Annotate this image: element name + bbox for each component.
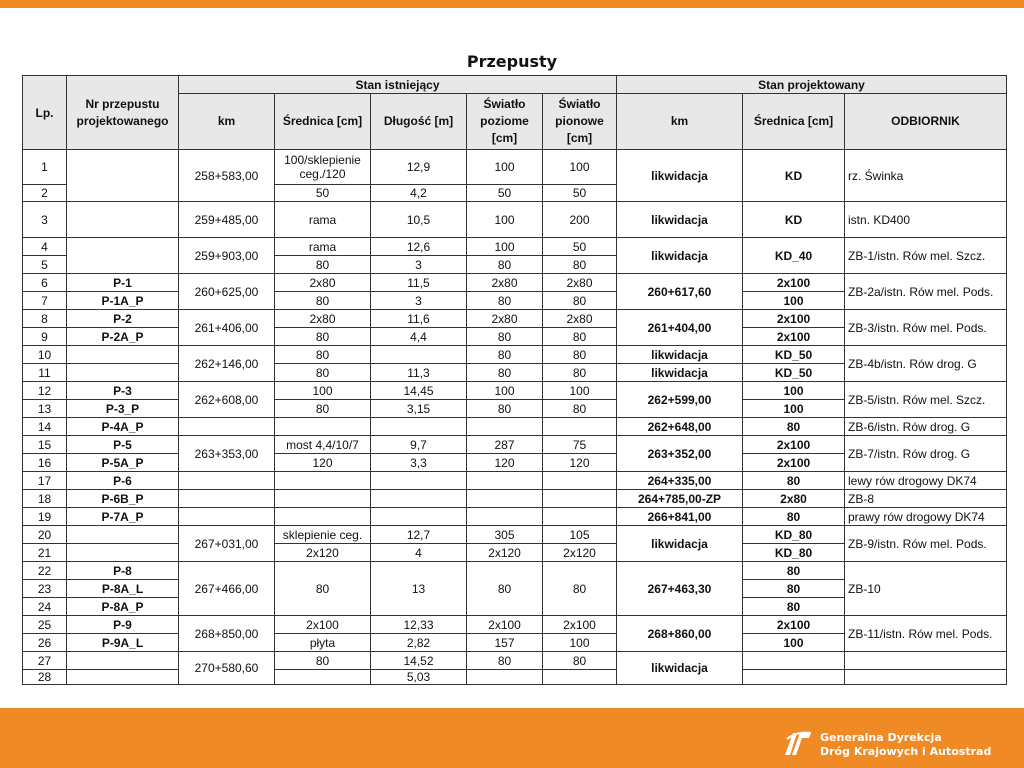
cell-km: 260+625,00 [179, 274, 275, 310]
cell-swiatlo-pionowe: 100 [543, 634, 617, 652]
cell-nr: P-6B_P [67, 490, 179, 508]
table-row [23, 150, 1007, 185]
cell-swiatlo-poziome: 100 [467, 238, 543, 256]
cell-swiatlo-poziome: 2x80 [467, 274, 543, 292]
header-srednica: Średnica [cm] [275, 94, 371, 150]
cell-odbiornik: ZB-5/istn. Rów mel. Szcz. [845, 382, 1007, 418]
table-row [23, 652, 1007, 670]
cell-srednica: 80 [275, 328, 371, 346]
cell-dlugosc: 12,33 [371, 616, 467, 634]
cell-swiatlo-pionowe: 120 [543, 454, 617, 472]
cell-odbiornik: rz. Świnka [845, 150, 1007, 202]
cell-nr [67, 544, 179, 562]
cell-nr: P-8 [67, 562, 179, 580]
cell-dlugosc: 11,3 [371, 364, 467, 382]
cell-nr: P-3 [67, 382, 179, 400]
cell-lp: 24 [23, 598, 67, 616]
cell-dlugosc: 4,4 [371, 328, 467, 346]
cell-srednica: most 4,4/10/7 [275, 436, 371, 454]
cell-odbiornik: prawy rów drogowy DK74 [845, 508, 1007, 526]
table-row [23, 508, 1007, 526]
cell-nr: P-5A_P [67, 454, 179, 472]
cell-km [179, 490, 275, 508]
cell-srednica: sklepienie ceg. [275, 526, 371, 544]
table-row [23, 382, 1007, 400]
header-srednica-proj: Średnica [cm] [743, 94, 845, 150]
cell-dlugosc: 3 [371, 256, 467, 274]
cell-odbiornik: lewy rów drogowy DK74 [845, 472, 1007, 490]
cell-nr [67, 670, 179, 685]
cell-srednica: 2x100 [275, 616, 371, 634]
cell-srednica [275, 472, 371, 490]
cell-dlugosc: 12,9 [371, 150, 467, 185]
cell-srednica: 2x120 [275, 544, 371, 562]
cell-srednica-proj: 100 [743, 634, 845, 652]
cell-lp: 21 [23, 544, 67, 562]
cell-swiatlo-poziome: 305 [467, 526, 543, 544]
cell-nr: P-8A_L [67, 580, 179, 598]
cell-lp: 4 [23, 238, 67, 256]
cell-srednica: 120 [275, 454, 371, 472]
cell-swiatlo-poziome: 157 [467, 634, 543, 652]
header-lp: Lp. [23, 76, 67, 150]
header-swiatlo-poziome: Światło poziome [cm] [467, 94, 543, 150]
cell-nr: P-9A_L [67, 634, 179, 652]
cell-swiatlo-poziome: 80 [467, 562, 543, 616]
cell-nr [67, 238, 179, 274]
cell-srednica-proj: 100 [743, 400, 845, 418]
table-row [23, 202, 1007, 238]
cell-lp: 19 [23, 508, 67, 526]
cell-nr: P-1 [67, 274, 179, 292]
cell-srednica-proj: 80 [743, 598, 845, 616]
cell-km [179, 508, 275, 526]
cell-nr: P-7A_P [67, 508, 179, 526]
cell-km: 262+146,00 [179, 346, 275, 382]
cell-km: 267+466,00 [179, 562, 275, 616]
cell-dlugosc: 11,6 [371, 310, 467, 328]
cell-swiatlo-poziome: 80 [467, 364, 543, 382]
footer-brand [820, 731, 991, 759]
table-row [23, 616, 1007, 634]
cell-km-proj: 262+648,00 [617, 418, 743, 436]
cell-swiatlo-poziome [467, 472, 543, 490]
cell-odbiornik: ZB-11/istn. Rów mel. Pods. [845, 616, 1007, 652]
cell-swiatlo-pionowe: 2x80 [543, 274, 617, 292]
cell-swiatlo-pionowe: 100 [543, 382, 617, 400]
cell-srednica: 2x80 [275, 310, 371, 328]
cell-srednica [275, 418, 371, 436]
cell-swiatlo-poziome: 2x120 [467, 544, 543, 562]
cell-dlugosc [371, 490, 467, 508]
cell-srednica-proj: KD_80 [743, 526, 845, 544]
cell-dlugosc [371, 418, 467, 436]
cell-odbiornik: ZB-10 [845, 562, 1007, 616]
cell-srednica: 80 [275, 346, 371, 364]
cell-lp: 18 [23, 490, 67, 508]
cell-odbiornik: ZB-7/istn. Rów drog. G [845, 436, 1007, 472]
cell-srednica: 50 [275, 185, 371, 202]
cell-km: 263+353,00 [179, 436, 275, 472]
cell-swiatlo-poziome: 100 [467, 150, 543, 185]
cell-dlugosc: 12,7 [371, 526, 467, 544]
cell-odbiornik: istn. KD400 [845, 202, 1007, 238]
cell-lp: 5 [23, 256, 67, 274]
cell-swiatlo-poziome [467, 490, 543, 508]
cell-swiatlo-pionowe: 50 [543, 238, 617, 256]
cell-lp: 2 [23, 185, 67, 202]
cell-km: 259+485,00 [179, 202, 275, 238]
cell-lp: 28 [23, 670, 67, 685]
header-row-1 [23, 76, 1007, 94]
cell-lp: 1 [23, 150, 67, 185]
cell-swiatlo-pionowe [543, 508, 617, 526]
cell-km-proj: likwidacja [617, 238, 743, 274]
cell-km-proj: 268+860,00 [617, 616, 743, 652]
cell-km-proj: 260+617,60 [617, 274, 743, 310]
cell-swiatlo-pionowe [543, 472, 617, 490]
cell-odbiornik: ZB-8 [845, 490, 1007, 508]
cell-km-proj: likwidacja [617, 526, 743, 562]
header-odbiornik: ODBIORNIK [845, 94, 1007, 150]
cell-km-proj: likwidacja [617, 652, 743, 685]
cell-km [179, 472, 275, 490]
cell-swiatlo-poziome [467, 508, 543, 526]
cell-km-proj: likwidacja [617, 150, 743, 202]
cell-swiatlo-pionowe: 80 [543, 562, 617, 616]
cell-nr: P-8A_P [67, 598, 179, 616]
cell-srednica [275, 508, 371, 526]
cell-km-proj: 267+463,30 [617, 562, 743, 616]
table-row [23, 418, 1007, 436]
cell-srednica: 80 [275, 400, 371, 418]
cell-swiatlo-pionowe: 80 [543, 400, 617, 418]
cell-srednica-proj: KD_80 [743, 544, 845, 562]
cell-km: 261+406,00 [179, 310, 275, 346]
cell-lp: 17 [23, 472, 67, 490]
cell-srednica-proj: KD [743, 150, 845, 202]
cell-srednica-proj: KD_50 [743, 346, 845, 364]
cell-odbiornik [845, 652, 1007, 670]
cell-nr: P-6 [67, 472, 179, 490]
cell-nr: P-1A_P [67, 292, 179, 310]
cell-srednica-proj: 2x80 [743, 490, 845, 508]
table-row [23, 526, 1007, 544]
cell-km: 270+580,60 [179, 652, 275, 685]
cell-km-proj: 263+352,00 [617, 436, 743, 472]
header-stan-projektowany: Stan projektowany [617, 76, 1007, 94]
cell-dlugosc: 5,03 [371, 670, 467, 685]
cell-swiatlo-pionowe: 2x100 [543, 616, 617, 634]
cell-dlugosc [371, 472, 467, 490]
table-row [23, 670, 1007, 685]
cell-km: 262+608,00 [179, 382, 275, 418]
table-row [23, 562, 1007, 580]
cell-srednica-proj: 2x100 [743, 454, 845, 472]
cell-dlugosc: 4 [371, 544, 467, 562]
cell-srednica-proj: KD_50 [743, 364, 845, 382]
cell-km: 267+031,00 [179, 526, 275, 562]
table-row [23, 472, 1007, 490]
brand-line-1: Generalna Dyrekcja [820, 731, 942, 744]
cell-swiatlo-poziome: 2x80 [467, 310, 543, 328]
cell-swiatlo-pionowe: 80 [543, 364, 617, 382]
cell-lp: 27 [23, 652, 67, 670]
table-row [23, 238, 1007, 256]
cell-odbiornik: ZB-6/istn. Rów drog. G [845, 418, 1007, 436]
cell-dlugosc: 3 [371, 292, 467, 310]
cell-srednica: rama [275, 202, 371, 238]
cell-lp: 7 [23, 292, 67, 310]
cell-swiatlo-poziome: 80 [467, 328, 543, 346]
cell-dlugosc: 13 [371, 562, 467, 616]
cell-swiatlo-pionowe: 2x80 [543, 310, 617, 328]
brand-line-2: Dróg Krajowych i Autostrad [820, 745, 992, 758]
cell-nr: P-9 [67, 616, 179, 634]
cell-srednica-proj: 100 [743, 382, 845, 400]
cell-nr: P-5 [67, 436, 179, 454]
cell-swiatlo-pionowe: 80 [543, 292, 617, 310]
cell-srednica-proj: 2x100 [743, 616, 845, 634]
cell-lp: 11 [23, 364, 67, 382]
cell-lp: 13 [23, 400, 67, 418]
cell-swiatlo-poziome: 80 [467, 256, 543, 274]
cell-swiatlo-pionowe [543, 418, 617, 436]
cell-lp: 16 [23, 454, 67, 472]
cell-swiatlo-poziome: 120 [467, 454, 543, 472]
cell-nr: P-4A_P [67, 418, 179, 436]
cell-odbiornik: ZB-4b/istn. Rów drog. G [845, 346, 1007, 382]
cell-nr [67, 526, 179, 544]
cell-lp: 8 [23, 310, 67, 328]
cell-dlugosc: 12,6 [371, 238, 467, 256]
cell-lp: 3 [23, 202, 67, 238]
cell-dlugosc: 9,7 [371, 436, 467, 454]
table-row [23, 310, 1007, 328]
cell-km [179, 418, 275, 436]
cell-dlugosc: 3,3 [371, 454, 467, 472]
cell-swiatlo-poziome: 100 [467, 202, 543, 238]
cell-swiatlo-pionowe: 80 [543, 346, 617, 364]
cell-swiatlo-pionowe: 80 [543, 256, 617, 274]
cell-dlugosc [371, 508, 467, 526]
gddkia-logo-icon [783, 729, 813, 757]
cell-km-proj: 266+841,00 [617, 508, 743, 526]
header-km: km [179, 94, 275, 150]
cell-srednica: 80 [275, 364, 371, 382]
cell-swiatlo-poziome: 80 [467, 346, 543, 364]
cell-swiatlo-pionowe [543, 670, 617, 685]
table-row [23, 346, 1007, 364]
cell-swiatlo-pionowe: 80 [543, 328, 617, 346]
header-nr: Nr przepustu projektowanego [67, 76, 179, 150]
header-dlugosc: Długość [m] [371, 94, 467, 150]
cell-km-proj: 262+599,00 [617, 382, 743, 418]
cell-srednica: 2x80 [275, 274, 371, 292]
header-km-proj: km [617, 94, 743, 150]
cell-lp: 14 [23, 418, 67, 436]
cell-swiatlo-poziome [467, 670, 543, 685]
cell-dlugosc: 10,5 [371, 202, 467, 238]
cell-odbiornik: ZB-3/istn. Rów mel. Pods. [845, 310, 1007, 346]
cell-srednica: 80 [275, 256, 371, 274]
cell-km-proj: 261+404,00 [617, 310, 743, 346]
cell-km-proj: 264+785,00-ZP [617, 490, 743, 508]
cell-srednica-proj: 2x100 [743, 328, 845, 346]
cell-swiatlo-pionowe: 2x120 [543, 544, 617, 562]
cell-srednica-proj: 80 [743, 418, 845, 436]
cell-km-proj: likwidacja [617, 202, 743, 238]
cell-lp: 10 [23, 346, 67, 364]
cell-swiatlo-poziome: 100 [467, 382, 543, 400]
cell-srednica: 80 [275, 652, 371, 670]
cell-lp: 20 [23, 526, 67, 544]
cell-srednica-proj: 80 [743, 580, 845, 598]
cell-odbiornik: ZB-1/istn. Rów mel. Szcz. [845, 238, 1007, 274]
cell-srednica-proj: 2x100 [743, 310, 845, 328]
cell-dlugosc [371, 346, 467, 364]
table-row [23, 490, 1007, 508]
cell-dlugosc: 3,15 [371, 400, 467, 418]
cell-km-proj: likwidacja [617, 364, 743, 382]
cell-lp: 9 [23, 328, 67, 346]
cell-dlugosc: 14,52 [371, 652, 467, 670]
cell-lp: 6 [23, 274, 67, 292]
cell-srednica: 80 [275, 562, 371, 616]
header-swiatlo-pionowe: Światło pionowe [cm] [543, 94, 617, 150]
cell-srednica: płyta [275, 634, 371, 652]
header-stan-istniejacy: Stan istniejący [179, 76, 617, 94]
cell-nr [67, 150, 179, 202]
cell-swiatlo-pionowe: 80 [543, 652, 617, 670]
cell-srednica-proj: 100 [743, 292, 845, 310]
cell-km-proj: 264+335,00 [617, 472, 743, 490]
cell-swiatlo-poziome: 80 [467, 292, 543, 310]
cell-nr [67, 346, 179, 364]
cell-srednica-proj [743, 670, 845, 685]
cell-km: 258+583,00 [179, 150, 275, 202]
page-title: Przepusty [466, 52, 558, 71]
cell-swiatlo-pionowe: 105 [543, 526, 617, 544]
cell-lp: 12 [23, 382, 67, 400]
cell-km: 268+850,00 [179, 616, 275, 652]
culverts-table [22, 75, 1007, 685]
cell-dlugosc: 4,2 [371, 185, 467, 202]
cell-odbiornik: ZB-9/istn. Rów mel. Pods. [845, 526, 1007, 562]
cell-srednica-proj [743, 652, 845, 670]
cell-nr: P-3_P [67, 400, 179, 418]
cell-srednica-proj: 80 [743, 562, 845, 580]
cell-srednica-proj: 80 [743, 472, 845, 490]
cell-nr: P-2A_P [67, 328, 179, 346]
cell-srednica [275, 490, 371, 508]
cell-km-proj: likwidacja [617, 346, 743, 364]
cell-dlugosc: 14,45 [371, 382, 467, 400]
cell-swiatlo-poziome: 50 [467, 185, 543, 202]
cell-swiatlo-pionowe [543, 490, 617, 508]
cell-dlugosc: 11,5 [371, 274, 467, 292]
top-accent-bar [0, 0, 1024, 8]
cell-srednica [275, 670, 371, 685]
cell-srednica: 100 [275, 382, 371, 400]
cell-swiatlo-poziome: 2x100 [467, 616, 543, 634]
cell-nr [67, 202, 179, 238]
cell-srednica-proj: 2x100 [743, 436, 845, 454]
cell-dlugosc: 2,82 [371, 634, 467, 652]
cell-km: 259+903,00 [179, 238, 275, 274]
cell-swiatlo-poziome: 287 [467, 436, 543, 454]
cell-lp: 25 [23, 616, 67, 634]
cell-swiatlo-poziome: 80 [467, 400, 543, 418]
table-row [23, 274, 1007, 292]
cell-swiatlo-poziome [467, 418, 543, 436]
cell-swiatlo-pionowe: 100 [543, 150, 617, 185]
cell-swiatlo-pionowe: 75 [543, 436, 617, 454]
cell-lp: 23 [23, 580, 67, 598]
cell-nr [67, 364, 179, 382]
cell-srednica-proj: 80 [743, 508, 845, 526]
cell-swiatlo-poziome: 80 [467, 652, 543, 670]
cell-nr: P-2 [67, 310, 179, 328]
cell-lp: 22 [23, 562, 67, 580]
cell-lp: 26 [23, 634, 67, 652]
cell-srednica: 80 [275, 292, 371, 310]
cell-odbiornik: ZB-2a/istn. Rów mel. Pods. [845, 274, 1007, 310]
cell-srednica: 100/sklepienie ceg./120 [275, 150, 371, 185]
cell-srednica-proj: 2x100 [743, 274, 845, 292]
cell-srednica: rama [275, 238, 371, 256]
cell-swiatlo-pionowe: 200 [543, 202, 617, 238]
cell-swiatlo-pionowe: 50 [543, 185, 617, 202]
table-row [23, 436, 1007, 454]
cell-nr [67, 652, 179, 670]
cell-srednica-proj: KD_40 [743, 238, 845, 274]
cell-lp: 15 [23, 436, 67, 454]
cell-srednica-proj: KD [743, 202, 845, 238]
cell-odbiornik [845, 670, 1007, 685]
